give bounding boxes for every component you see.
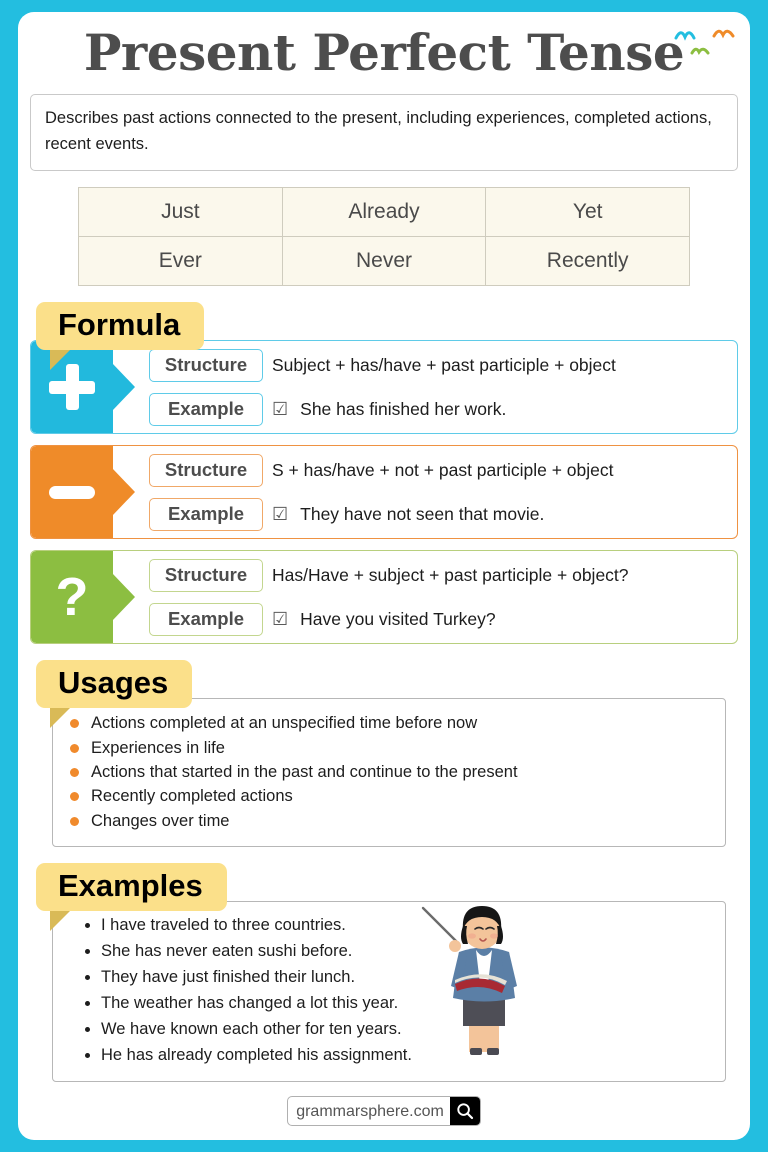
poster	[18, 12, 750, 1140]
question-mark-icon: ?	[55, 567, 89, 628]
page-title: Present Perfect Tense	[83, 23, 685, 82]
adverb-cell: Already	[282, 188, 486, 237]
structure-text: S + has/have + not + past participle + object	[272, 459, 614, 480]
example-text: She has finished her work.	[300, 398, 507, 419]
adverb-cell: Ever	[79, 237, 283, 286]
example-label: Example	[149, 603, 263, 636]
examples-section-header	[36, 863, 750, 907]
structure-row	[149, 343, 737, 387]
description-box: Describes past actions connected to the present, including experiences, completed actions, recent events.	[30, 94, 738, 171]
example-text: Have you visited Turkey?	[300, 608, 496, 629]
example-label: Example	[149, 498, 263, 531]
structure-text: Has/Have + subject + past participle + object?	[272, 564, 629, 585]
formula-card-positive	[30, 340, 738, 434]
table-row	[79, 237, 690, 286]
structure-label: Structure	[149, 454, 263, 487]
list-item: We have known each other for ten years.	[83, 1016, 709, 1042]
list-item: I have traveled to three countries.	[83, 912, 709, 938]
usages-section-header	[36, 660, 750, 704]
adverbs-table	[78, 187, 690, 286]
birds-decoration	[672, 22, 742, 70]
adverb-cell: Recently	[486, 237, 690, 286]
adverb-cell: Just	[79, 188, 283, 237]
title-area	[18, 16, 750, 90]
example-text: They have not seen that movie.	[300, 503, 545, 524]
adverb-cell: Yet	[486, 188, 690, 237]
plus-icon	[49, 364, 95, 410]
table-row	[79, 188, 690, 237]
structure-label: Structure	[149, 559, 263, 592]
question-badge	[31, 551, 113, 643]
list-item: Recently completed actions	[69, 784, 709, 808]
minus-badge	[31, 446, 113, 538]
example-label: Example	[149, 393, 263, 426]
formula-card-negative	[30, 445, 738, 539]
watermark-badge[interactable]	[287, 1096, 481, 1126]
list-item: He has already completed his assignment.	[83, 1042, 709, 1068]
example-row	[149, 597, 737, 641]
formula-cards	[30, 340, 738, 644]
structure-text: Subject + has/have + past participle + object	[272, 354, 616, 375]
usages-panel	[52, 698, 726, 847]
formula-card-question	[30, 550, 738, 644]
formula-section-header	[36, 302, 750, 346]
list-item: The weather has changed a lot this year.	[83, 990, 709, 1016]
teacher-illustration	[419, 896, 539, 1066]
list-item: She has never eaten sushi before.	[83, 938, 709, 964]
minus-icon	[49, 486, 95, 499]
example-row	[149, 492, 737, 536]
example-row	[149, 387, 737, 431]
list-item: Actions that started in the past and continue to the present	[69, 760, 709, 784]
footer	[18, 1096, 750, 1126]
usages-heading: Usages	[36, 660, 192, 708]
list-item: Experiences in life	[69, 736, 709, 760]
check-circle-icon: ☑	[272, 398, 289, 419]
search-icon[interactable]	[450, 1097, 480, 1125]
list-item: Actions completed at an unspecified time before now	[69, 711, 709, 735]
structure-label: Structure	[149, 349, 263, 382]
watermark-text: grammarsphere.com	[296, 1102, 444, 1120]
check-circle-icon: ☑	[272, 608, 289, 629]
list-item: They have just finished their lunch.	[83, 964, 709, 990]
examples-panel	[52, 901, 726, 1081]
adverb-cell: Never	[282, 237, 486, 286]
formula-heading: Formula	[36, 302, 204, 350]
list-item: Changes over time	[69, 809, 709, 833]
check-circle-icon: ☑	[272, 503, 289, 524]
structure-row	[149, 553, 737, 597]
examples-heading: Examples	[36, 863, 227, 911]
structure-row	[149, 448, 737, 492]
